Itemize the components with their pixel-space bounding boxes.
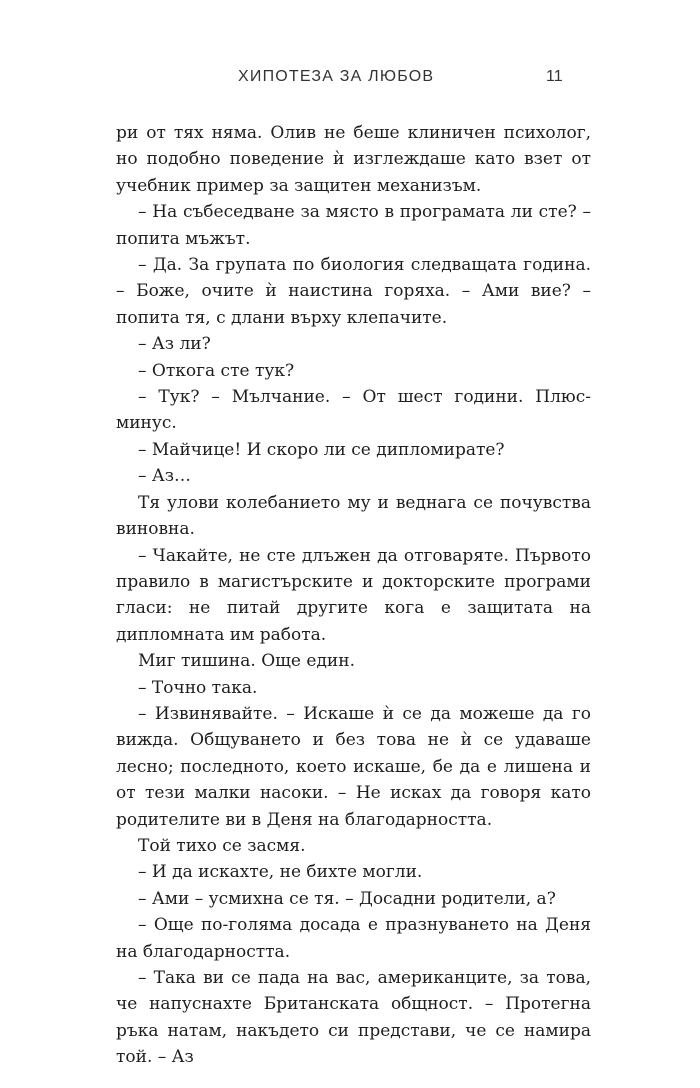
body-text bbox=[116, 120, 591, 1071]
paragraph: – Тук? – Мълчание. – От шест години. Плюс-минус. bbox=[116, 387, 591, 434]
paragraph: – Да. За групата по биология следващата година. – Боже, очите ѝ наистина горяха. – Ами вие? – попита тя, с длани върху клепачите. bbox=[116, 255, 591, 328]
paragraph: ри от тях няма. Олив не беше клиничен психолог, но подобно поведение ѝ изглеждаше като взет от учебник пример за защитен механизъм. bbox=[116, 123, 591, 196]
paragraph: – Откога сте тук? bbox=[138, 360, 295, 381]
running-head bbox=[0, 62, 700, 92]
paragraph: – И да искахте, не бихте могли. bbox=[138, 862, 423, 883]
paragraph: – На събеседване за място в програмата ли сте? – попита мъжът. bbox=[116, 202, 591, 249]
paragraph: – Ами – усмихна се тя. – Досадни родители, а? bbox=[138, 888, 556, 909]
paragraph: – Аз… bbox=[138, 466, 192, 487]
paragraph: – Аз ли? bbox=[138, 334, 211, 355]
paragraph: – Така ви се пада на вас, американците, за това, че напуснахте Британската общност. – Протегна ръка натам, накъдето си представи, че се намира той. – Аз bbox=[116, 968, 591, 1068]
book-title: ХИПОТЕЗА ЗА ЛЮБОВ bbox=[238, 68, 435, 85]
paragraph: – Извинявайте. – Искаше ѝ се да можеше да го вижда. Общуването и без това не ѝ се удаваше лесно; последното, което искаше, бе да е лишена и от тези малки насоки. – Не исках да говоря като родителите ви в Деня на благодарността. bbox=[116, 703, 591, 830]
paragraph: – Майчице! И скоро ли се дипломирате? bbox=[138, 439, 505, 460]
paragraph: Тя улови колебанието му и веднага се почувства виновна. bbox=[116, 492, 591, 540]
paragraph: Той тихо се засмя. bbox=[138, 835, 306, 856]
paragraph: – Още по-голяма досада е празнуването на Деня на благодарността. bbox=[116, 915, 591, 962]
paragraph: – Точно така. bbox=[138, 677, 258, 698]
paragraph: – Чакайте, не сте длъжен да отговаряте. Първото правило в магистърските и докторските програми гласи: не питай другите кога е защитата на дипломната им работа. bbox=[116, 545, 591, 645]
page-number: 11 bbox=[546, 68, 563, 85]
paragraph: Миг тишина. Още един. bbox=[138, 651, 355, 672]
